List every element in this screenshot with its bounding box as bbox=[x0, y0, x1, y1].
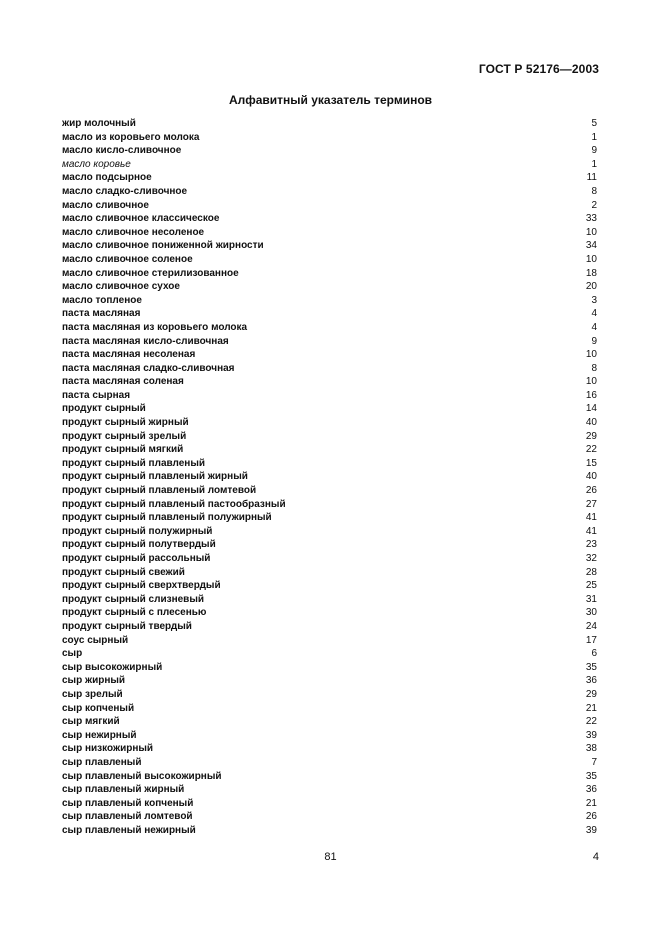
index-term: паста масляная несоленая bbox=[62, 349, 196, 361]
index-entry bbox=[62, 280, 597, 294]
index-entry bbox=[62, 579, 597, 593]
index-term: сыр плавленый нежирный bbox=[62, 824, 196, 836]
index-term-number: 8 bbox=[591, 362, 597, 374]
index-entry bbox=[62, 294, 597, 308]
index-term-number: 17 bbox=[585, 634, 597, 646]
index-entry bbox=[62, 770, 597, 784]
index-term-number: 36 bbox=[585, 784, 597, 796]
index-term-number: 9 bbox=[591, 335, 597, 347]
index-term: паста масляная кисло-сливочная bbox=[62, 335, 229, 347]
index-entry bbox=[62, 171, 597, 185]
index-entry bbox=[62, 606, 597, 620]
index-term-number: 10 bbox=[585, 226, 597, 238]
index-term: паста масляная сладко-сливочная bbox=[62, 362, 235, 374]
index-entry bbox=[62, 131, 597, 145]
index-list bbox=[62, 117, 597, 837]
index-term-number: 41 bbox=[585, 512, 597, 524]
index-entry bbox=[62, 226, 597, 240]
index-term: продукт сырный слизневый bbox=[62, 593, 205, 605]
index-entry bbox=[62, 457, 597, 471]
index-entry bbox=[62, 416, 597, 430]
index-term-number: 30 bbox=[585, 607, 597, 619]
index-entry bbox=[62, 253, 597, 267]
index-entry bbox=[62, 661, 597, 675]
index-term: паста сырная bbox=[62, 389, 131, 401]
index-term-number: 10 bbox=[585, 376, 597, 388]
index-term-number: 11 bbox=[586, 172, 597, 184]
index-term: сыр bbox=[62, 648, 83, 660]
index-entry bbox=[62, 470, 597, 484]
index-term: продукт сырный свежий bbox=[62, 566, 185, 578]
index-entry bbox=[62, 199, 597, 213]
index-term: масло сливочное bbox=[62, 199, 149, 211]
index-term: паста масляная bbox=[62, 308, 141, 320]
index-term-number: 4 bbox=[591, 321, 597, 333]
index-term-number: 24 bbox=[585, 620, 597, 632]
index-term-number: 10 bbox=[585, 349, 597, 361]
index-term: масло кисло-сливочное bbox=[62, 145, 182, 157]
index-entry bbox=[62, 810, 597, 824]
index-term-number: 20 bbox=[585, 281, 597, 293]
index-entry bbox=[62, 552, 597, 566]
index-term-number: 3 bbox=[591, 294, 597, 306]
index-term: масло сливочное несоленое bbox=[62, 226, 205, 238]
index-entry bbox=[62, 783, 597, 797]
index-term: продукт сырный плавленый ломтевой bbox=[62, 485, 257, 497]
index-term-number: 5 bbox=[591, 118, 597, 129]
index-term-number: 40 bbox=[585, 471, 597, 483]
index-term-number: 21 bbox=[585, 797, 597, 809]
index-term: продукт сырный сверхтвердый bbox=[62, 580, 221, 592]
index-term: продукт сырный твердый bbox=[62, 620, 192, 632]
index-term-number: 21 bbox=[585, 702, 597, 714]
index-entry bbox=[62, 593, 597, 607]
index-term-number: 27 bbox=[585, 498, 597, 510]
index-entry bbox=[62, 185, 597, 199]
index-term-number: 6 bbox=[591, 648, 597, 660]
index-entry bbox=[62, 144, 597, 158]
index-term: масло сливочное пониженной жирности bbox=[62, 240, 264, 252]
index-term: сыр высокожирный bbox=[62, 661, 163, 673]
index-term-number: 36 bbox=[585, 675, 597, 687]
index-term: сыр низкожирный bbox=[62, 743, 154, 755]
index-term: масло сливочное сухое bbox=[62, 281, 180, 293]
index-term: сыр плавленый ломтевой bbox=[62, 811, 193, 823]
index-term: продукт сырный мягкий bbox=[62, 444, 184, 456]
index-entry bbox=[62, 538, 597, 552]
index-entry bbox=[62, 647, 597, 661]
index-term-number: 8 bbox=[591, 185, 597, 197]
index-term-number: 23 bbox=[585, 539, 597, 551]
index-term-number: 9 bbox=[591, 145, 597, 157]
index-entry bbox=[62, 484, 597, 498]
index-entry bbox=[62, 443, 597, 457]
index-term-number: 25 bbox=[585, 580, 597, 592]
index-term-number: 7 bbox=[591, 756, 597, 768]
index-title: Алфавитный указатель терминов bbox=[228, 93, 433, 107]
index-entry bbox=[62, 321, 597, 335]
index-entry bbox=[62, 674, 597, 688]
index-term-number: 31 bbox=[585, 593, 597, 605]
index-term: сыр зрелый bbox=[62, 688, 123, 700]
doc-code: ГОСТ Р 52176—2003 bbox=[478, 62, 599, 76]
index-term: сыр плавленый высокожирный bbox=[62, 770, 222, 782]
index-term: продукт сырный с плесенью bbox=[62, 607, 207, 619]
index-term: масло сливочное стерилизованное bbox=[62, 267, 239, 279]
index-term-number: 35 bbox=[585, 770, 597, 782]
index-term-number: 28 bbox=[585, 566, 597, 578]
index-term-number: 40 bbox=[585, 417, 597, 429]
index-term: сыр нежирный bbox=[62, 729, 137, 741]
index-term: продукт сырный плавленый пастообразный bbox=[62, 498, 286, 510]
index-term: продукт сырный полужирный bbox=[62, 525, 213, 537]
index-term: продукт сырный рассольный bbox=[62, 553, 211, 564]
index-entry bbox=[62, 715, 597, 729]
index-entry bbox=[62, 620, 597, 634]
index-entry bbox=[62, 158, 597, 172]
index-term-number: 26 bbox=[585, 811, 597, 823]
index-term: масло сладко-сливочное bbox=[62, 185, 188, 197]
index-term-number: 29 bbox=[585, 430, 597, 442]
index-entry bbox=[62, 267, 597, 281]
index-term: сыр плавленый bbox=[62, 756, 142, 768]
index-term: продукт сырный плавленый bbox=[62, 457, 206, 469]
index-entry bbox=[62, 402, 597, 416]
index-term: жир молочный bbox=[62, 118, 136, 129]
index-entry bbox=[62, 634, 597, 648]
index-entry bbox=[62, 797, 597, 811]
index-entry bbox=[62, 307, 597, 321]
index-term: сыр плавленый жирный bbox=[62, 784, 185, 796]
index-entry bbox=[62, 688, 597, 702]
index-entry bbox=[62, 702, 597, 716]
index-entry bbox=[62, 824, 597, 838]
index-term-number: 22 bbox=[585, 716, 597, 728]
index-entry bbox=[62, 389, 597, 403]
index-term-number: 33 bbox=[585, 213, 597, 225]
index-entry bbox=[62, 375, 597, 389]
index-term-number: 14 bbox=[585, 403, 597, 415]
index-term: сыр плавленый копченый bbox=[62, 797, 194, 809]
index-entry bbox=[62, 212, 597, 226]
index-term-number: 34 bbox=[585, 240, 597, 252]
index-term-number: 35 bbox=[585, 661, 597, 673]
index-entry bbox=[62, 117, 597, 131]
index-term-number: 4 bbox=[591, 308, 597, 320]
index-entry bbox=[62, 498, 597, 512]
index-term-number: 39 bbox=[585, 729, 597, 741]
index-term: масло сливочное соленое bbox=[62, 253, 193, 265]
index-term-number: 2 bbox=[591, 199, 597, 211]
index-entry bbox=[62, 566, 597, 580]
index-term: продукт сырный жирный bbox=[62, 417, 189, 429]
index-term-number: 16 bbox=[585, 389, 597, 401]
index-term-number: 29 bbox=[585, 688, 597, 700]
index-term: масло коровье bbox=[62, 158, 131, 170]
index-term: сыр жирный bbox=[62, 675, 126, 687]
index-term-number: 32 bbox=[585, 553, 597, 564]
index-entry bbox=[62, 239, 597, 253]
index-term: продукт сырный зрелый bbox=[62, 430, 187, 442]
index-entry bbox=[62, 362, 597, 376]
index-term: масло топленое bbox=[62, 294, 142, 306]
index-term-number: 41 bbox=[585, 525, 597, 537]
index-entry bbox=[62, 335, 597, 349]
index-term: продукт сырный bbox=[62, 403, 146, 415]
index-term: соус сырный bbox=[62, 634, 129, 646]
page-number: 81 bbox=[324, 851, 337, 863]
index-term: продукт сырный полутвердый bbox=[62, 539, 216, 551]
index-term: сыр мягкий bbox=[62, 716, 120, 728]
index-term: масло сливочное классическое bbox=[62, 213, 220, 225]
index-term: продукт сырный плавленый полужирный bbox=[62, 512, 272, 524]
index-entry bbox=[62, 729, 597, 743]
index-entry bbox=[62, 348, 597, 362]
index-term-number: 38 bbox=[585, 743, 597, 755]
sheet-number: 4 bbox=[592, 851, 599, 863]
index-term-number: 10 bbox=[585, 253, 597, 265]
index-term: масло из коровьего молока bbox=[62, 131, 200, 143]
index-term-number: 26 bbox=[585, 485, 597, 497]
index-term-number: 39 bbox=[585, 824, 597, 836]
index-term-number: 22 bbox=[585, 444, 597, 456]
index-entry bbox=[62, 742, 597, 756]
index-term: паста масляная соленая bbox=[62, 376, 184, 388]
index-term-number: 1 bbox=[591, 158, 597, 170]
index-term: масло подсырное bbox=[62, 172, 152, 184]
index-entry bbox=[62, 511, 597, 525]
index-entry bbox=[62, 756, 597, 770]
index-entry bbox=[62, 430, 597, 444]
index-term: паста масляная из коровьего молока bbox=[62, 321, 248, 333]
index-term-number: 15 bbox=[585, 457, 597, 469]
index-term-number: 1 bbox=[591, 131, 597, 143]
index-term-number: 18 bbox=[585, 267, 597, 279]
index-term: сыр копченый bbox=[62, 702, 135, 714]
index-entry bbox=[62, 525, 597, 539]
index-term: продукт сырный плавленый жирный bbox=[62, 471, 248, 483]
